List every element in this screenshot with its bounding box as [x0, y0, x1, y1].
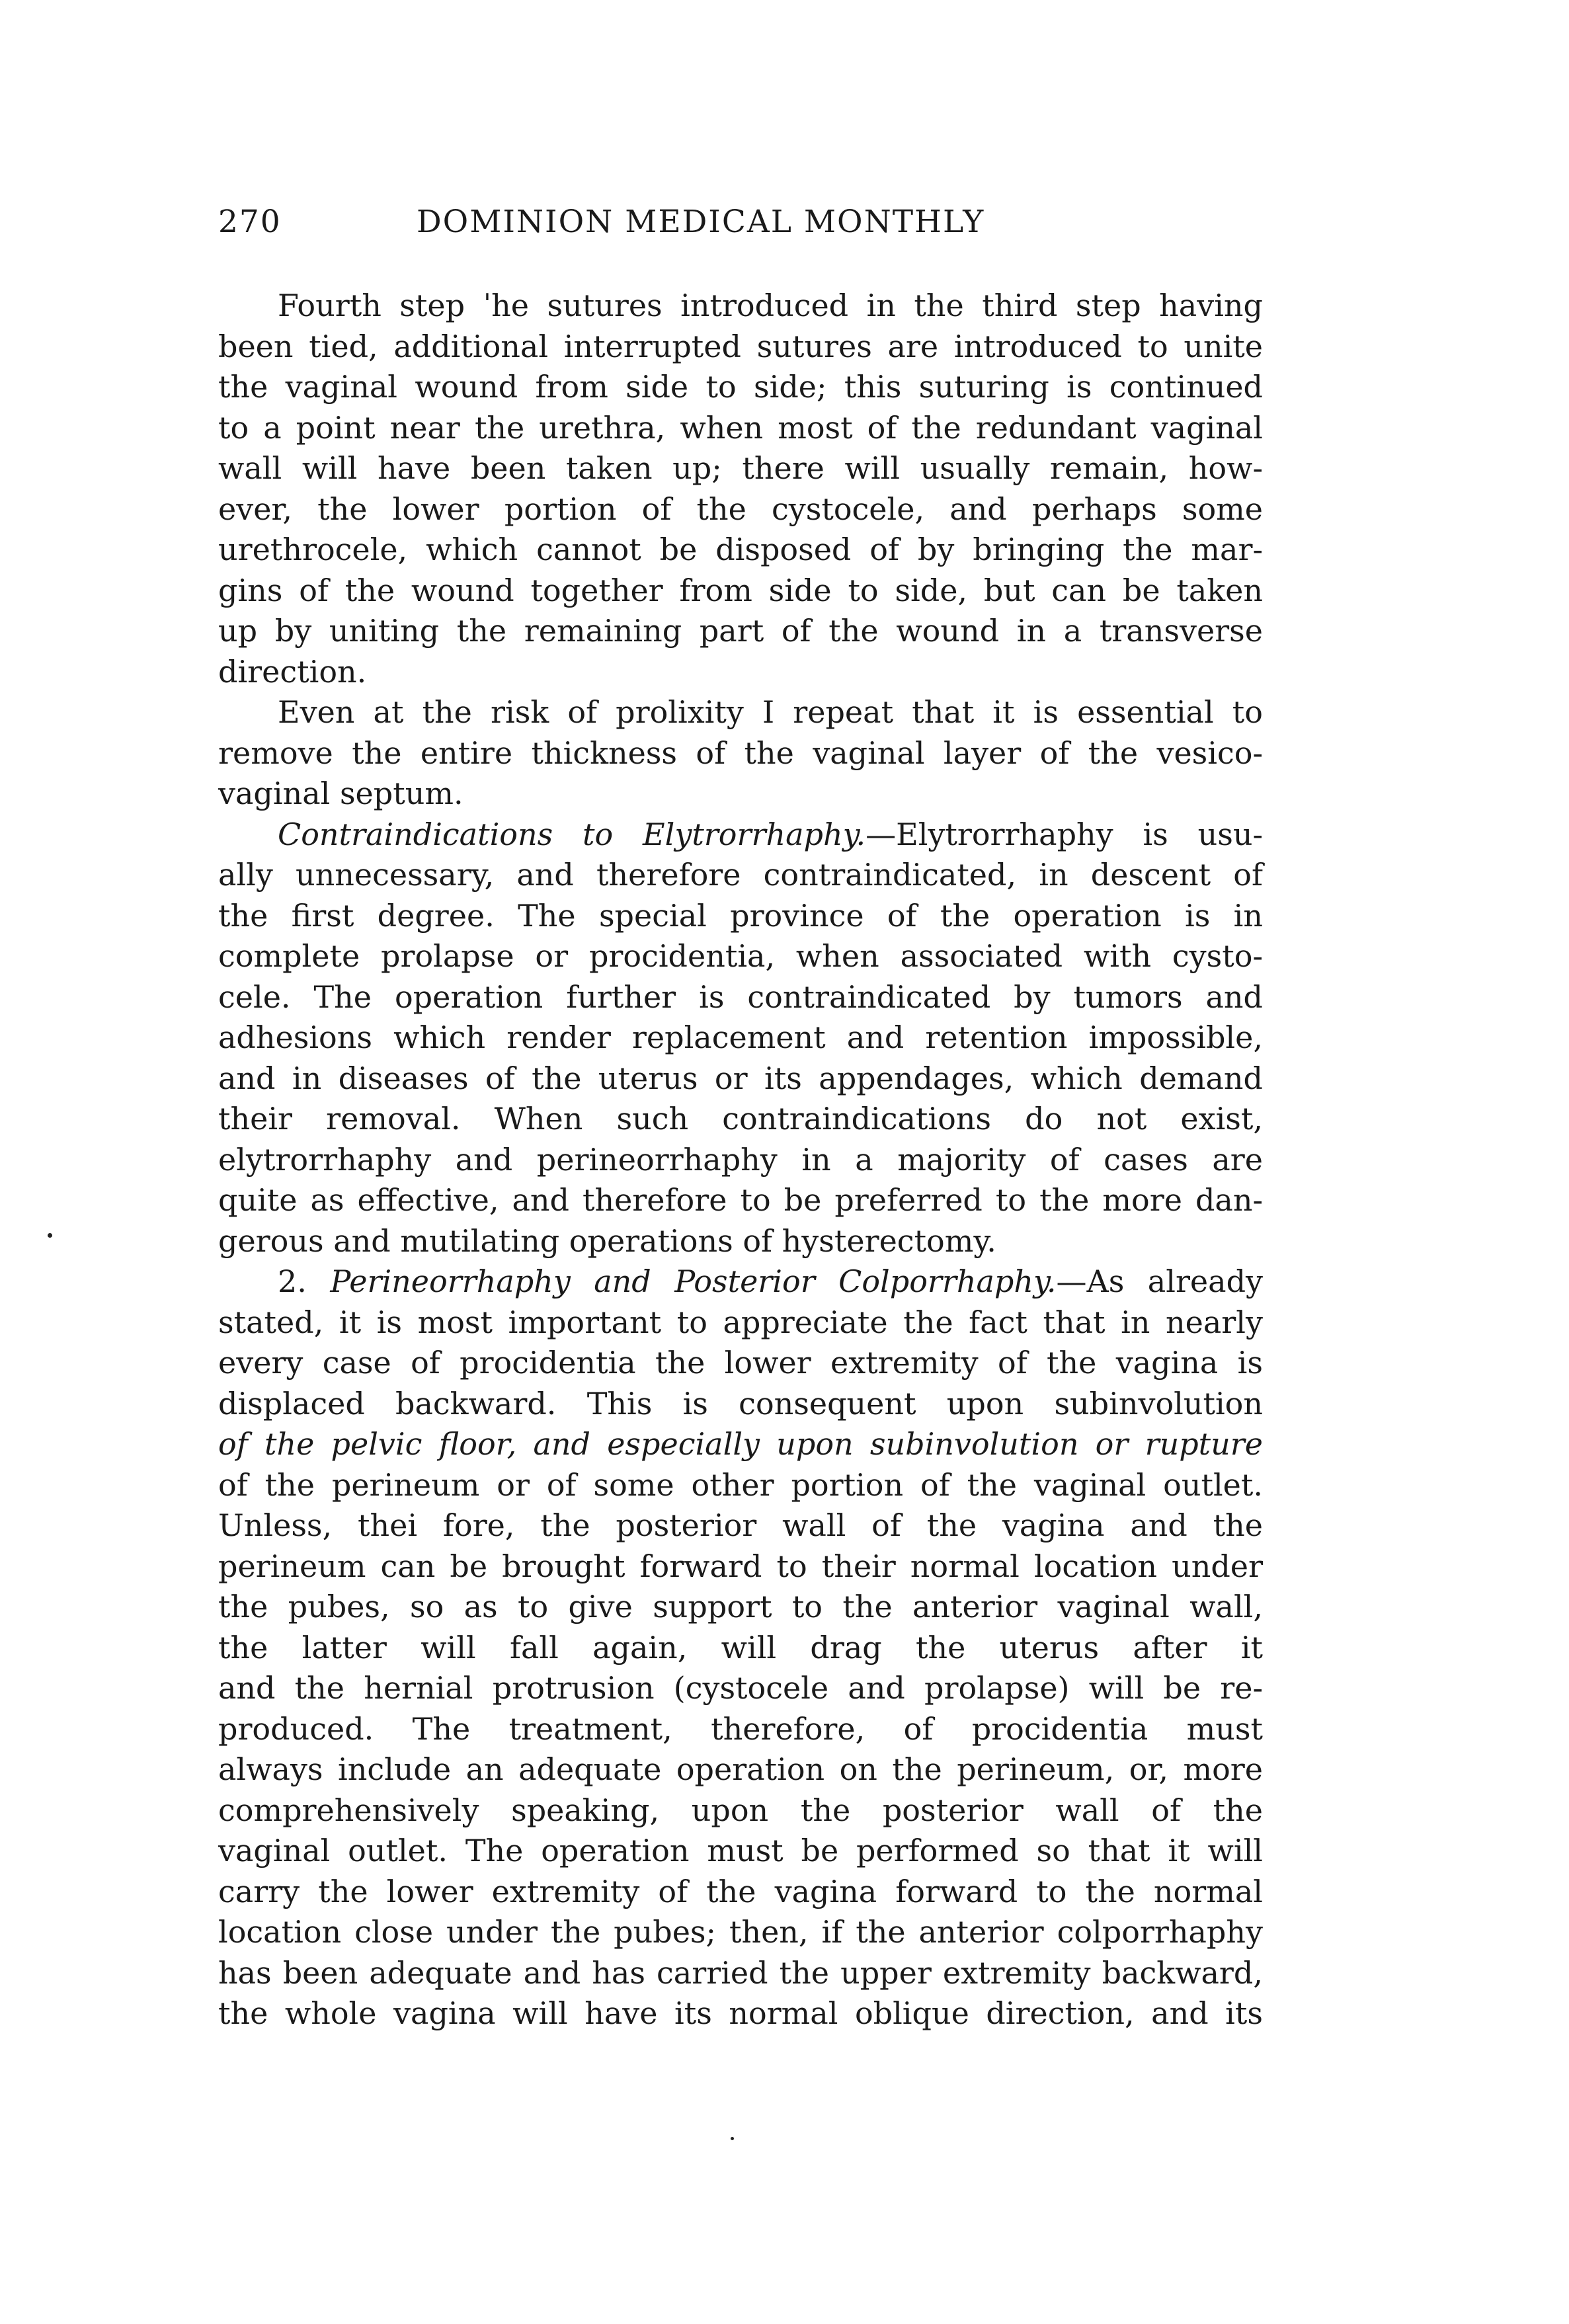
journal-title: DOMINION MEDICAL MONTHLY — [417, 204, 985, 240]
text-line: location close under the pubes; then, if the anterior colporrhaphy — [218, 1914, 1263, 1950]
text-line: remove the entire thickness of the vaginal layer of the vesico- — [218, 735, 1263, 771]
italic-section-heading: Perineorrhaphy and Posterior Colporrhaphy. — [330, 1263, 1057, 1299]
text-line: and the hernial protrusion (cystocele and prolapse) will be re- — [218, 1670, 1263, 1706]
page-number: 270 — [218, 204, 282, 240]
text-line: quite as effective, and therefore to be preferred to the more dan- — [218, 1182, 1263, 1218]
heading-continuation: —Elytrorrhaphy is usu- — [865, 816, 1264, 852]
text-line: Unless, thei fore, the posterior wall of the vagina and the — [218, 1507, 1263, 1543]
text-line: stated, it is most important to appreciate the fact that in nearly — [218, 1304, 1263, 1340]
text-line: every case of procidentia the lower extremity of the vagina is — [218, 1345, 1263, 1381]
text-line: direction. — [218, 653, 367, 690]
text-line: comprehensively speaking, upon the posterior wall of the — [218, 1792, 1263, 1828]
text-line: has been adequate and has carried the upper extremity backward, — [218, 1954, 1263, 1991]
text-line: of the perineum or of some other portion of the vaginal outlet. — [218, 1466, 1263, 1503]
text-line: adhesions which render replacement and retention impossible, — [218, 1020, 1263, 1055]
text-line: carry the lower extremity of the vagina forward to the normal — [218, 1873, 1263, 1909]
text-line: produced. The treatment, therefore, of procidentia must — [218, 1710, 1263, 1747]
text-line: the whole vagina will have its normal oblique direction, and its — [218, 1995, 1263, 2031]
text-line: elytrorrhaphy and perineorrhaphy in a majority of cases are — [218, 1141, 1263, 1178]
text-line-contraindications — [218, 815, 1263, 856]
text-line: the pubes, so as to give support to the anterior vaginal wall, — [218, 1589, 1263, 1624]
running-head — [218, 204, 1250, 250]
text-line: to a point near the urethra, when most of the redundant vaginal — [218, 409, 1263, 446]
text-line: complete prolapse or procidentia, when associated with cysto- — [218, 938, 1263, 974]
text-line: always include an adequate operation on the perineum, or, more — [218, 1751, 1263, 1787]
text-line: their removal. When such contraindications do not exist, — [218, 1101, 1263, 1137]
text-line: gerous and mutilating operations of hysterectomy. — [218, 1222, 996, 1259]
text-line-italic: of the pelvic floor, and especially upon subinvolution or rupture — [218, 1426, 1263, 1462]
text-line: Even at the risk of prolixity I repeat that it is essential to — [278, 694, 1263, 730]
text-line: the vaginal wound from side to side; this suturing is continued — [218, 369, 1263, 405]
margin-speck — [48, 1233, 52, 1238]
body-text — [218, 286, 1263, 2034]
section-number: 2. — [278, 1263, 307, 1299]
text-line: vaginal septum. — [218, 776, 463, 811]
text-line: the latter will fall again, will drag the uterus after it — [218, 1629, 1263, 1665]
text-line: wall will have been taken up; there will usually remain, how- — [218, 450, 1263, 486]
text-line: vaginal outlet. The operation must be performed so that it will — [218, 1833, 1263, 1868]
text-line: the first degree. The special province of the operation is in — [218, 897, 1263, 934]
text-line: perineum can be brought forward to their normal location under — [218, 1548, 1263, 1584]
text-line: and in diseases of the uterus or its appendages, which demand — [218, 1060, 1263, 1096]
text-line: ally unnecessary, and therefore contraindicated, in descent of — [218, 857, 1263, 893]
italic-heading: Contraindications to Elytrorrhaphy. — [278, 816, 866, 852]
text-line: up by uniting the remaining part of the wound in a transverse — [218, 613, 1263, 649]
text-line: displaced backward. This is consequent upon subinvolution — [218, 1385, 1263, 1422]
text-line: cele. The operation further is contraindicated by tumors and — [218, 979, 1263, 1015]
bottom-speck — [731, 2137, 734, 2140]
section-heading-continuation: —As already — [1056, 1263, 1264, 1299]
text-line: urethrocele, which cannot be disposed of by bringing the mar- — [218, 532, 1263, 567]
text-line: Fourth step ˈhe sutures introduced in the third step having — [278, 288, 1263, 323]
text-line: been tied, additional interrupted sutures are introduced to unite — [218, 328, 1263, 364]
text-line-section-heading — [218, 1262, 1263, 1302]
text-line: ever, the lower portion of the cystocele, and perhaps some — [218, 491, 1263, 527]
text-line: gins of the wound together from side to side, but can be taken — [218, 572, 1263, 608]
